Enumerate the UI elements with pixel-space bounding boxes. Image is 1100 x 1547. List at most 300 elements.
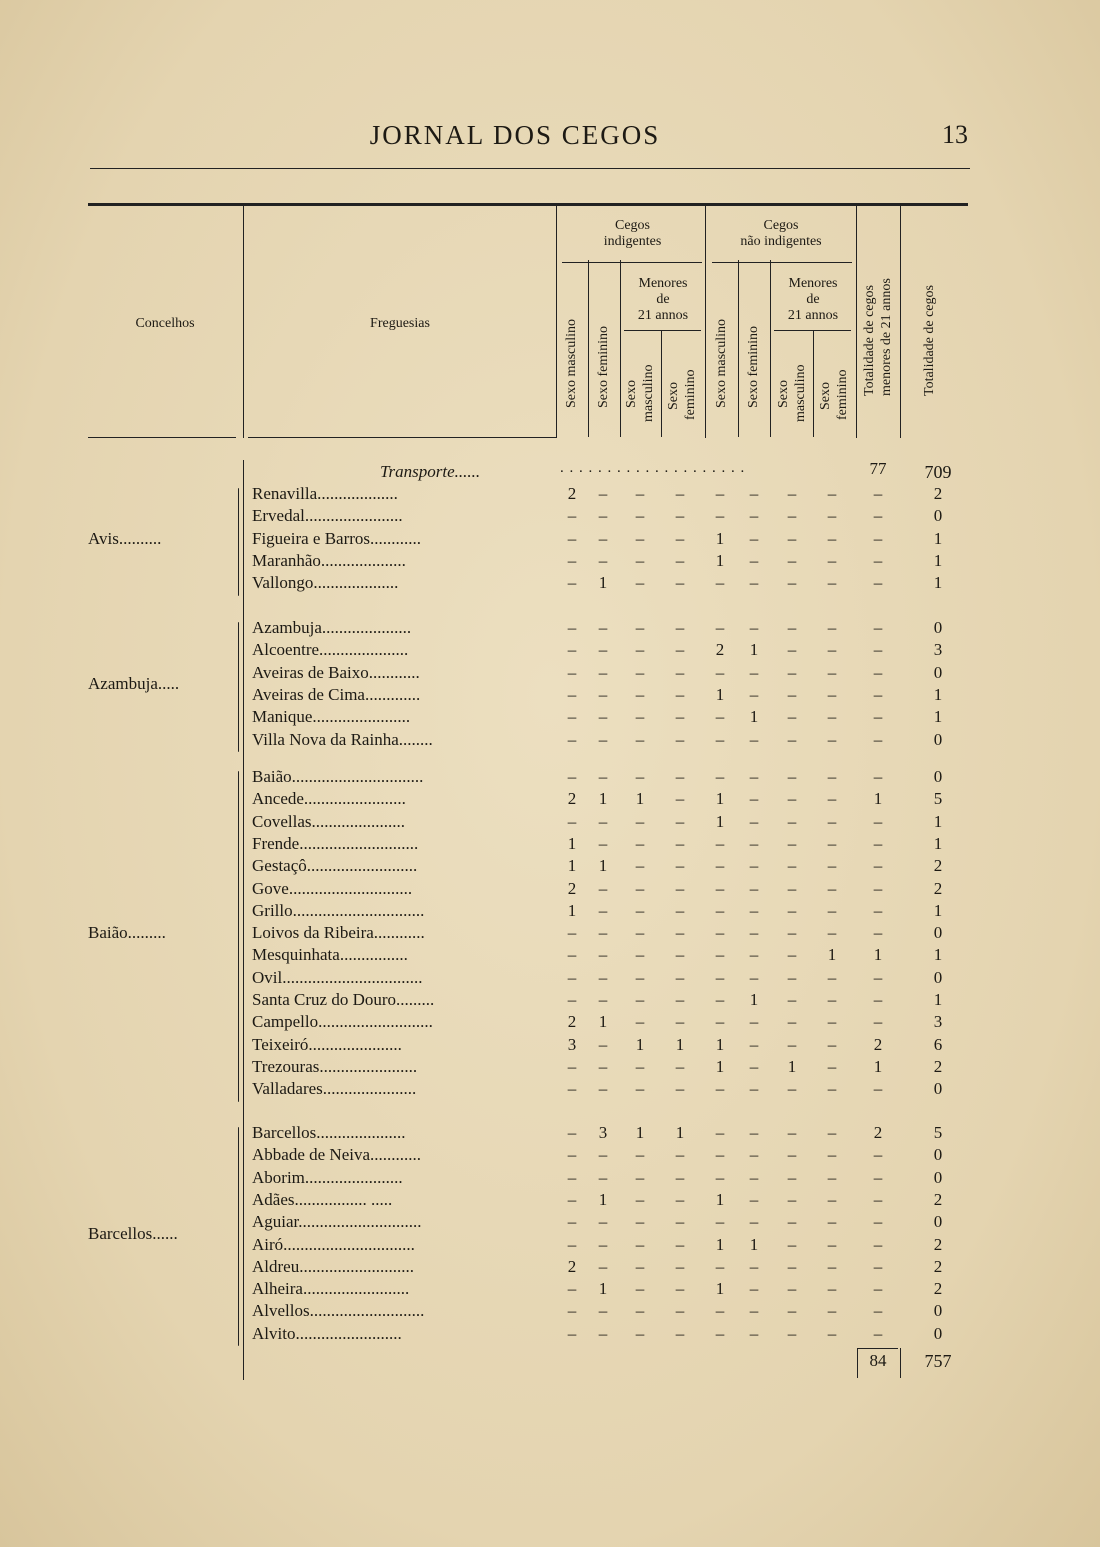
table-cell: – [675,1079,685,1099]
col-divider-c8 [856,206,857,438]
table-cell: – [873,833,883,853]
table-cell: – [567,1167,577,1187]
running-title: JORNAL DOS CEGOS [369,120,661,150]
table-cell: – [787,618,797,637]
table-cell: – [598,1079,608,1099]
table-cell: – [827,618,837,637]
table-cell: – [675,878,685,898]
table-cell: – [715,1012,725,1032]
table-cell: 2 [933,1256,943,1276]
table-cell: – [749,729,759,749]
table-cell: – [873,811,883,831]
parish-name: Aveiras de Baixo............ [252,662,420,682]
table-cell: – [787,1123,797,1142]
table-cell: – [715,1212,725,1232]
table-cell: 1 [933,684,943,704]
table-cell: – [715,618,725,637]
table-cell: – [873,856,883,876]
table-cell: 1 [715,1234,725,1254]
table-cell: – [749,1323,759,1343]
parish-name: Figueira e Barros............ [252,528,422,548]
table-cell: – [675,811,685,831]
table-cell: – [598,1167,608,1187]
table-cell: – [787,767,797,786]
table-cell: – [749,1079,759,1099]
table-cell: – [873,967,883,987]
table-cell: – [787,1301,797,1321]
header-c7b: masculino [793,364,808,422]
table-cell: 2 [873,1123,883,1142]
header-rule [90,168,970,169]
table-cell: – [675,1056,685,1076]
table-cell: – [787,573,797,593]
table-cell: – [635,1212,645,1232]
table-cell: – [715,484,725,503]
table-cell: – [749,528,759,548]
table-cell: – [749,573,759,593]
table-cell: – [567,1279,577,1299]
table-cell: 2 [567,484,577,503]
table-cell: 3 [567,1034,577,1054]
table-cell: – [749,684,759,704]
table-cell: – [715,729,725,749]
table-cell: – [749,618,759,637]
page-number: 13 [942,120,968,149]
header-c5: Sexo masculino [714,318,729,408]
header-c3a: Sexo [624,380,639,408]
table-cell: 2 [933,484,943,503]
table-cell: – [827,1279,837,1299]
table-cell: – [598,900,608,920]
table-cell: – [827,484,837,503]
table-cell: – [715,1123,725,1142]
table-cell: – [598,684,608,704]
table-cell: – [715,662,725,682]
table-cell: – [567,640,577,660]
table-cell: 1 [598,856,608,876]
table-cell: 2 [567,1012,577,1032]
table-cell: – [598,1034,608,1054]
table-cell: – [787,484,797,503]
table-cell: – [567,729,577,749]
table-cell: – [827,1212,837,1232]
table-cell: – [715,923,725,943]
table-cell: – [749,1145,759,1165]
table-cell: – [635,550,645,570]
table-cell: – [675,684,685,704]
table-cell: – [787,662,797,682]
table-cell: – [675,1301,685,1321]
table-cell: 2 [933,1056,943,1076]
table-cell: – [787,811,797,831]
table-cell: – [598,1145,608,1165]
table-cell: – [749,1123,759,1142]
table-cell: – [567,1212,577,1232]
parish-name: Maranhão.................... [252,550,406,570]
table-cell: 2 [933,1234,943,1254]
table-cell: – [873,900,883,920]
table-cell: – [675,1323,685,1343]
header-concelhos: Concelhos [135,316,195,331]
table-cell: – [827,1079,837,1099]
table-cell: – [567,618,577,637]
table-cell: – [787,1189,797,1209]
table-cell: – [787,640,797,660]
table-cell: – [827,1189,837,1209]
table-cell: – [598,484,608,503]
table-cell: – [635,923,645,943]
table-cell: 1 [598,789,608,809]
table-cell: – [567,506,577,526]
table-cell: – [873,729,883,749]
header-c1: Sexo masculino [564,318,579,408]
table-cell: 3 [933,640,943,660]
header-indigentes-line2: indigentes [603,234,662,249]
table-cell: – [567,1079,577,1099]
parish-name: Abbade de Neiva............ [252,1145,422,1165]
table-cell: – [873,528,883,548]
table-cell: – [787,833,797,853]
table-cell: – [635,662,645,682]
parish-name: Valladares...................... [252,1079,417,1099]
table-cell: – [715,767,725,786]
table-cell: – [715,1323,725,1343]
parish-name: Ovil................................. [252,967,423,987]
table-cell: – [749,662,759,682]
table-cell: – [598,923,608,943]
table-cell: – [598,506,608,526]
table-cell: – [598,990,608,1009]
header-nao-indigentes-line1: Cegos [763,218,799,233]
table-cell: – [749,550,759,570]
table-cell: – [749,945,759,965]
table-cell: – [827,767,837,786]
total-c10: 757 [924,1351,952,1371]
table-cell: 1 [675,1034,685,1054]
table-cell: – [635,1079,645,1099]
table-cell: – [635,990,645,1009]
table-cell: – [749,900,759,920]
parish-name: Santa Cruz do Douro......... [252,990,435,1009]
transport-c10: 709 [924,462,952,482]
table-cell: – [787,506,797,526]
table-cell: – [715,990,725,1009]
table-cell: – [873,484,883,503]
table-cell: 3 [598,1123,608,1142]
parish-name: Baião............................... [252,767,424,786]
table-cell: – [675,767,685,786]
table-cell: – [787,550,797,570]
table-cell: – [749,1012,759,1032]
table-cell: 2 [567,1256,577,1276]
table-cell: 0 [933,1145,943,1165]
table-cell: – [635,1189,645,1209]
table-cell: – [567,967,577,987]
table-cell: – [598,1256,608,1276]
table-cell: – [827,789,837,809]
parish-name: Airó............................... [252,1234,415,1254]
table-cell: – [827,1167,837,1187]
table-cell: – [675,729,685,749]
table-cell: – [567,1056,577,1076]
table-cell: 2 [933,878,943,898]
concelho-brace [238,488,239,596]
table-cell: – [598,1323,608,1343]
table-cell: – [827,1323,837,1343]
col-divider-c1 [588,260,589,437]
table-cell: – [827,967,837,987]
table-cell: – [675,967,685,987]
table-cell: 5 [933,1123,943,1142]
table-cell: – [787,707,797,727]
table-cell: – [567,662,577,682]
table-cell: – [675,1145,685,1165]
table-cell: – [873,640,883,660]
header-c8b: feminino [835,369,850,420]
table-cell: – [675,833,685,853]
table-cell: – [715,1079,725,1099]
table-cell: 1 [715,1189,725,1209]
table-cell: – [827,833,837,853]
brace-menores-2 [774,330,851,331]
table-cell: 0 [933,662,943,682]
table-cell: – [675,550,685,570]
table-cell: – [567,528,577,548]
table-cell: – [635,1012,645,1032]
table-cell: – [827,856,837,876]
table-cell: – [598,1056,608,1076]
table-cell: – [598,640,608,660]
table-cell: 1 [598,1189,608,1209]
table-cell: 1 [635,1123,645,1142]
col-divider-c9 [900,206,901,438]
table-cell: – [715,1256,725,1276]
header-menores-2-line1: Menores [788,276,838,291]
table-cell: 1 [715,550,725,570]
totals-box-right [900,1348,901,1378]
concelho-brace [238,771,239,1102]
table-cell: – [749,856,759,876]
table-cell: – [749,1189,759,1209]
table-cell: – [675,484,685,503]
table-cell: – [827,1234,837,1254]
table-cell: 2 [933,856,943,876]
parish-name: Teixeiró...................... [252,1034,402,1054]
col-divider-c5 [738,260,739,437]
table-cell: – [598,1212,608,1232]
concelho-label: Avis.......... [88,528,162,548]
table-cell: – [873,1323,883,1343]
table-cell: – [567,1323,577,1343]
table-cell: – [715,573,725,593]
table-cell: – [675,640,685,660]
table-cell: – [635,967,645,987]
table-cell: – [827,811,837,831]
table-cell: – [827,1034,837,1054]
table-cell: 1 [598,573,608,593]
table-cell: – [827,684,837,704]
table-cell: – [749,767,759,786]
table-cell: – [567,1234,577,1254]
header-freguesias: Freguesias [370,316,430,331]
table-cell: – [635,1234,645,1254]
table-cell: – [827,550,837,570]
table-cell: – [827,1012,837,1032]
table-cell: – [873,1301,883,1321]
parish-name: Barcellos..................... [252,1123,406,1142]
table-cell: – [749,1056,759,1076]
table-cell: 2 [715,640,725,660]
table-cell: – [675,1234,685,1254]
table-cell: – [787,878,797,898]
concelho-brace [238,622,239,752]
table-cell: – [787,1212,797,1232]
header-c2: Sexo feminino [596,325,611,408]
brace-nao-indigentes [712,262,852,263]
table-cell: – [675,1256,685,1276]
table-cell: 3 [933,1012,943,1032]
table-cell: – [827,1056,837,1076]
table-cell: 1 [873,1056,883,1076]
table-cell: – [675,662,685,682]
table-cell: – [567,684,577,704]
table-cell: 1 [933,811,943,831]
parish-name: Frende............................ [252,833,419,853]
table-cell: 1 [715,1034,725,1054]
table-cell: 1 [567,833,577,853]
table-cell: – [635,1167,645,1187]
table-cell: – [749,967,759,987]
table-cell: – [635,900,645,920]
table-cell: – [873,573,883,593]
table-cell: – [787,789,797,809]
table-cell: – [715,1301,725,1321]
table-cell: 0 [933,729,943,749]
parish-name: Campello........................... [252,1012,433,1032]
table-cell: 1 [598,1012,608,1032]
table-cell: – [675,900,685,920]
table-cell: – [567,811,577,831]
table-cell: – [675,990,685,1009]
table-cell: – [827,878,837,898]
table-cell: – [873,1012,883,1032]
parish-name: Alheira......................... [252,1279,410,1299]
table-cell: 1 [635,789,645,809]
parish-name: Gestaçô.......................... [252,856,418,876]
table-cell: – [873,707,883,727]
header-c6: Sexo feminino [746,325,761,408]
table-cell: 1 [933,945,943,965]
table-cell: 1 [749,1234,759,1254]
table-cell: 0 [933,618,943,637]
header-indigentes [560,218,705,250]
table-cell: – [787,900,797,920]
table-cell: 1 [715,528,725,548]
table-cell: – [567,945,577,965]
table-cell: – [635,1056,645,1076]
table-cell: – [635,1279,645,1299]
table-cell: – [873,1256,883,1276]
table-cell: – [567,990,577,1009]
body-divider-concelho [243,460,244,1380]
table-cell: – [715,945,725,965]
table-cell: – [749,1034,759,1054]
parish-name: Adães................. ..... [252,1189,393,1209]
table-cell: – [873,1212,883,1232]
table-cell: 0 [933,767,943,786]
parish-name: Ervedal....................... [252,506,403,526]
table-cell: – [873,878,883,898]
table-cell: – [827,900,837,920]
table-cell: – [598,550,608,570]
table-cell: – [873,684,883,704]
table-cell: – [598,811,608,831]
table-cell: – [567,1123,577,1142]
table-cell: – [598,618,608,637]
table-cell: – [715,878,725,898]
table-cell: – [598,729,608,749]
table-cell: – [749,1301,759,1321]
parish-name: Alvito......................... [252,1323,402,1343]
table-cell: – [598,767,608,786]
table-cell: – [598,1234,608,1254]
col-divider-c3 [661,330,662,437]
table-cell: 0 [933,1212,943,1232]
table-cell: – [567,707,577,727]
table-cell: – [567,550,577,570]
parish-name: Vallongo.................... [252,573,399,593]
table-cell: – [827,1301,837,1321]
table-cell: – [827,528,837,548]
table-cell: – [635,573,645,593]
table-cell: – [873,1234,883,1254]
table-cell: – [598,662,608,682]
table-cell: – [675,573,685,593]
header-c4b: feminino [683,369,698,420]
table-cell: 1 [933,990,943,1009]
table-cell: 0 [933,506,943,526]
table-cell: – [827,707,837,727]
header-c9a: Totalidade de cegos [862,285,877,396]
col-divider-concelho [243,206,244,438]
header-menores-1-line3: 21 annos [637,308,689,323]
header-c8a: Sexo [818,382,833,410]
table-cell: – [827,1123,837,1142]
table-cell: 1 [933,900,943,920]
table-cell: 1 [715,684,725,704]
table-cell: 1 [827,945,837,965]
concelho-label: Baião......... [88,923,166,943]
table-cell: – [787,1012,797,1032]
header-c10: Totalidade de cegos [922,285,937,396]
table-cell: – [787,1323,797,1343]
parish-name: Covellas...................... [252,811,405,831]
table-cell: – [787,1034,797,1054]
total-c9: 84 [869,1351,887,1370]
parish-name: Gove............................. [252,878,413,898]
table-cell: 1 [933,573,943,593]
table-cell: – [873,990,883,1009]
table-cell: 1 [675,1123,685,1142]
table-cell: 1 [933,528,943,548]
table-cell: – [827,573,837,593]
parish-name: Trezouras....................... [252,1056,418,1076]
table-cell: – [715,1167,725,1187]
table-cell: – [873,506,883,526]
table-cell: – [635,506,645,526]
header-indigentes-line1: Cegos [615,218,650,233]
table-cell: – [635,618,645,637]
